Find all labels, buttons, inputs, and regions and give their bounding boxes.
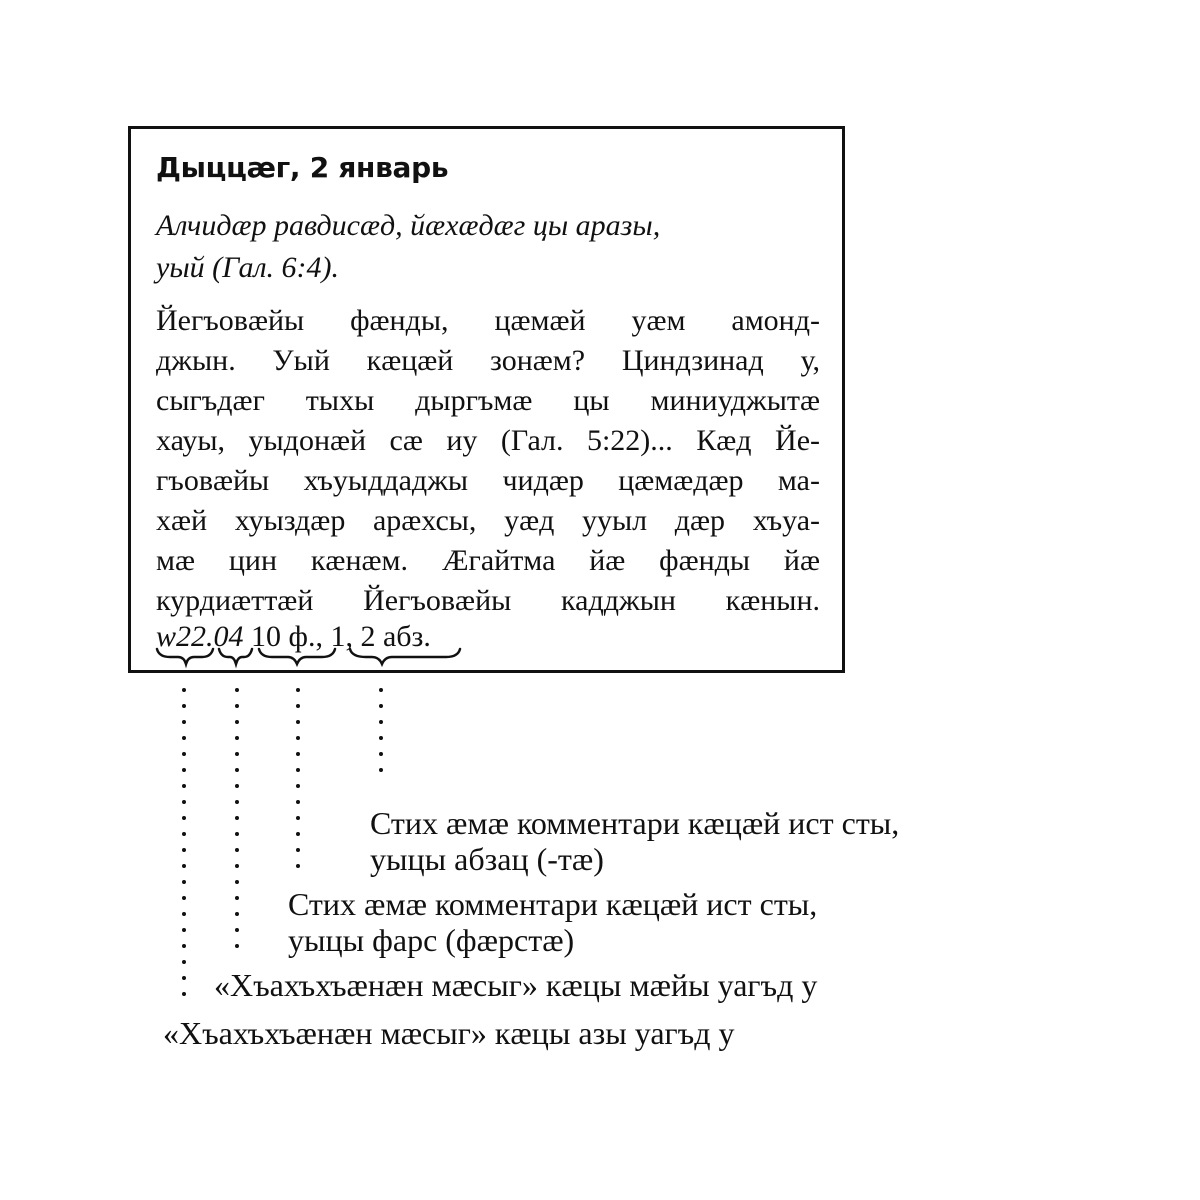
body-line: мæ цин кæнæм. Æгайтма йæ фæнды йæ (156, 544, 820, 577)
page-note (288, 886, 817, 958)
body-line: гъовæйы хъуыддаджы чидæр цæмæдæр ма- (156, 464, 820, 497)
paragraph-note (370, 805, 899, 877)
paragraph-note-line: Стих æмæ комментари кæцæй ист сты, (370, 805, 900, 841)
body-line: курдиæттæй Йегъовæйы кадджын кæнын. (156, 584, 820, 617)
reference-publication: w22.04 (156, 620, 244, 653)
reference-paragraphs: 1, 2 абз. (330, 620, 431, 653)
year-note: «Хъахъхъæнæн мæсыг» кæцы азы уагъд у (163, 1015, 735, 1051)
page-note-line: Стих æмæ комментари кæцæй ист сты, (288, 886, 818, 922)
verse-line: Алчидæр равдисæд, йæхæдæг цы аразы, (156, 209, 661, 242)
brace-page (259, 649, 335, 664)
body-line: джын. Уый кæцæй зонæм? Циндзинад у, (156, 344, 820, 377)
brace-year (157, 649, 213, 664)
month-note: «Хъахъхъæнæн мæсыг» кæцы мæйы уагъд у (214, 967, 818, 1003)
body-line: хæй хуыздæр арæхсы, уæд ууыл дæр хъуа- (156, 504, 820, 537)
verse-line: уый (Гал. 6:4). (156, 251, 340, 284)
body-line: Йегъовæйы фæнды, цæмæй уæм амонд- (156, 304, 820, 337)
card-title: Дыццæг, 2 январь (156, 151, 449, 184)
body-line: сыгъдæг тыхы дыргъмæ цы миниуджытæ (156, 384, 820, 417)
reference-page: 10 ф., (251, 620, 323, 653)
page-note-line: уыцы фарс (фæрстæ) (288, 922, 575, 958)
body-line: хауы, уыдонæй сæ иу (Гал. 5:22)... Кæд Йе- (156, 424, 820, 457)
brace-month (219, 649, 252, 664)
paragraph-note-line: уыцы абзац (-тæ) (370, 841, 604, 877)
brace-paragraphs (350, 649, 460, 664)
